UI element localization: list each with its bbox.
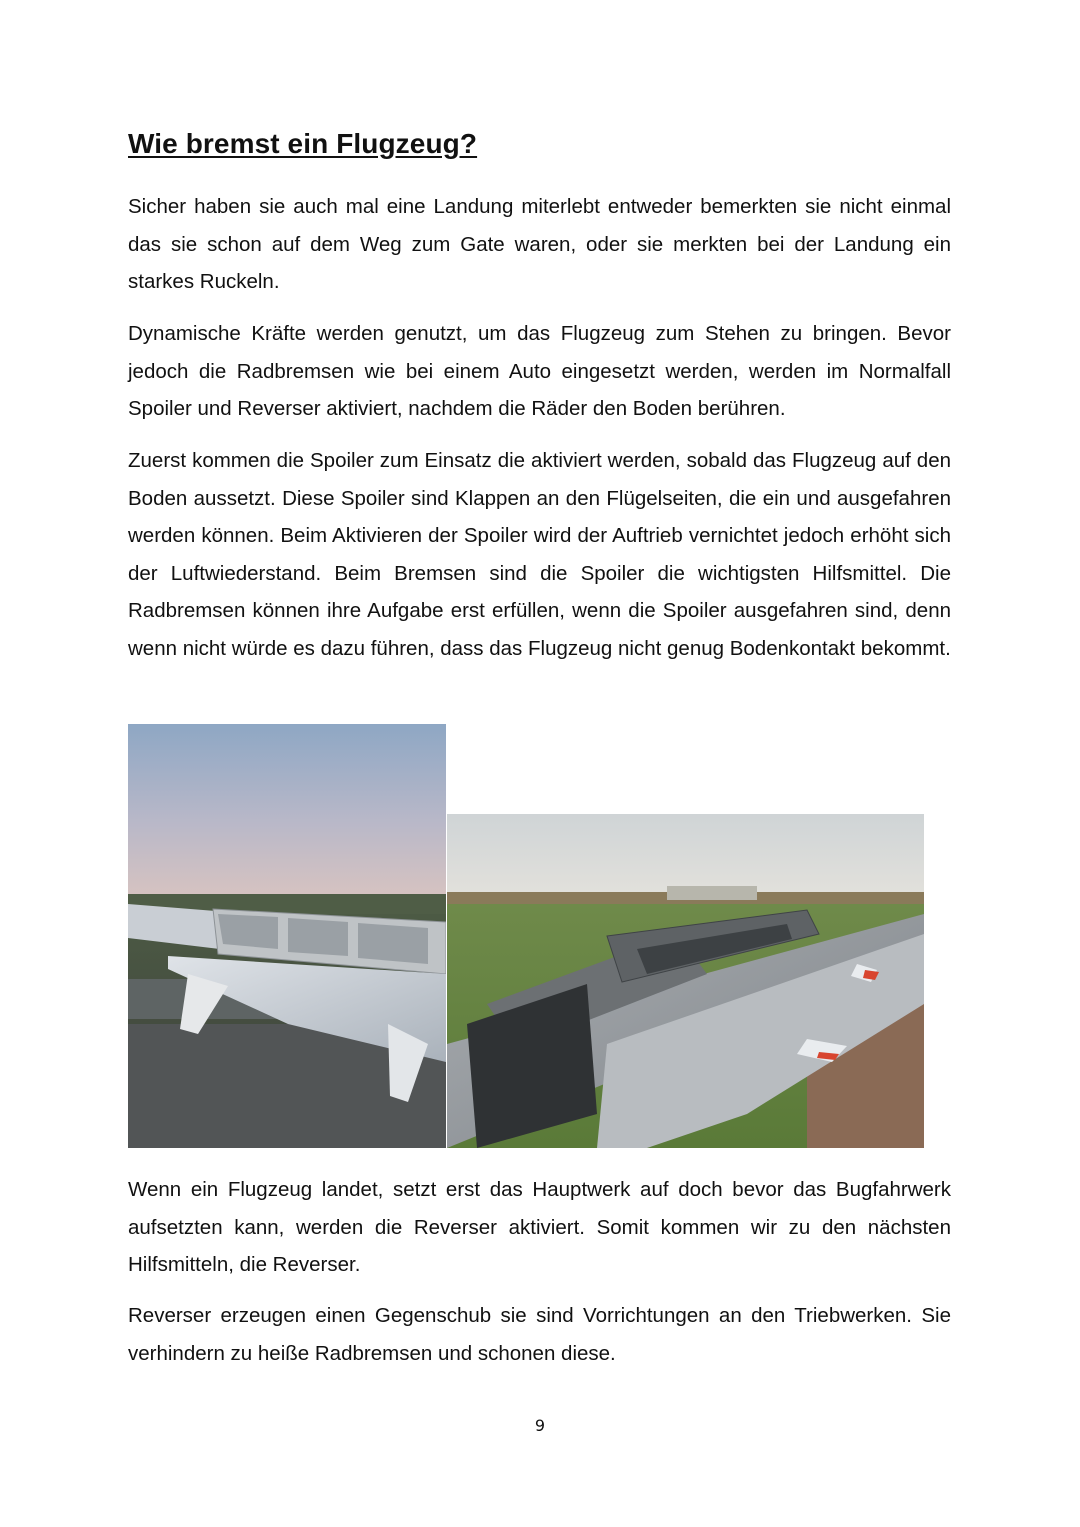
paragraph-intro: Sicher haben sie auch mal eine Landung miterlebt entweder bemerkten sie nicht einmal das sie schon auf dem Weg zum Gate waren, oder sie merkten bei der Landung ein starkes Ruckeln.	[128, 195, 951, 294]
paragraph-landing-sequence: Wenn ein Flugzeug landet, setzt erst das Hauptwerk auf doch bevor das Bugfahrwerk aufsetzten kann, werden die Reverser aktiviert. Somit kommen wir zu den nächsten Hilfsmitteln, die Reverser.	[128, 1178, 951, 1277]
page-number: 9	[534, 1416, 546, 1435]
wing-spoilers-runway-image	[447, 814, 924, 1148]
page-title: Wie bremst ein Flugzeug?	[128, 128, 478, 159]
wing-spoilers-dusk-image	[128, 724, 446, 1148]
paragraph-dynamic-forces: Dynamische Kräfte werden genutzt, um das Flugzeug zum Stehen zu bringen. Bevor jedoch die Radbremsen wie bei einem Auto eingesetzt werden, werden im Normalfall Spoiler und Reverser aktiviert, nachdem die Räder den Boden berühren.	[128, 322, 951, 421]
photo-wing-spoilers-dusk	[128, 724, 446, 1148]
photo-wing-spoilers-runway	[447, 814, 924, 1148]
paragraph-spoilers: Zuerst kommen die Spoiler zum Einsatz die aktiviert werden, sobald das Flugzeug auf den Boden aussetzt. Diese Spoiler sind Klappen an den Flügelseiten, die ein und ausgefahren werden können. Beim Aktivieren der Spoiler wird der Auftrieb vernichtet jedoch erhöht sich der Luftwiederstand. Beim Bremsen sind die Spoiler die wichtigsten Hilfsmittel. Die Radbremsen können ihre Aufgabe erst erfüllen, wenn die Spoiler ausgefahren sind, denn wenn nicht würde es dazu führen, dass das Flugzeug nicht genug Bodenkontakt bekommt.	[128, 449, 951, 660]
paragraph-reversers: Reverser erzeugen einen Gegenschub sie sind Vorrichtungen an den Triebwerken. Sie verhindern zu heiße Radbremsen und schonen diese.	[128, 1304, 951, 1365]
